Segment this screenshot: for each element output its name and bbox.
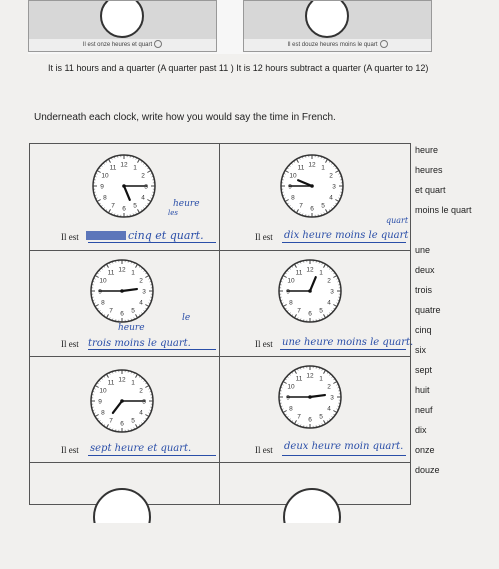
handwritten-correction: heure [118, 323, 145, 333]
clock-number: 12 [120, 162, 128, 169]
clock-number: 9 [100, 184, 104, 191]
clock-number: 10 [101, 173, 109, 180]
clock-cell [30, 357, 219, 463]
il-est-label: Il est [255, 232, 273, 242]
clock-number: 12 [306, 267, 314, 274]
answer-line [88, 349, 216, 350]
clock-number: 10 [287, 278, 295, 285]
clock-number: 2 [327, 278, 331, 285]
clock-number: 6 [308, 311, 312, 318]
translation-note: It is 11 hours and a quarter (A quarter past 11 ) It is 12 hours subtract a quarter (A quarter to 12) [48, 63, 428, 73]
answer-line [282, 242, 406, 243]
clock-number: 5 [319, 414, 323, 421]
clock-number: 1 [321, 164, 325, 171]
clock-number: 1 [319, 269, 323, 276]
clock-number: 9 [98, 399, 102, 406]
clock-number: 3 [332, 184, 336, 191]
clock-icon [90, 152, 158, 220]
radio-icon[interactable] [154, 40, 162, 48]
clock-number: 6 [120, 421, 124, 428]
clock-cell [30, 144, 219, 250]
clock-number: 12 [308, 162, 316, 169]
clock-cell [220, 144, 409, 250]
clock-icon [92, 483, 152, 523]
clock-number: 4 [139, 410, 143, 417]
clock-number: 12 [118, 377, 126, 384]
clock-number: 7 [299, 203, 303, 210]
clock-number: 7 [109, 418, 113, 425]
vocab-item: onze [415, 445, 435, 455]
clock-number: 9 [286, 395, 290, 402]
clock-number: 5 [131, 308, 135, 315]
clock-number: 6 [308, 417, 312, 424]
clock-number: 11 [108, 379, 115, 386]
clock-number: 11 [110, 164, 117, 171]
clock-icon [276, 363, 344, 431]
clock-number: 1 [133, 164, 137, 171]
radio-icon[interactable] [380, 40, 388, 48]
caption-text: Il est douze heures moins le quart [287, 42, 377, 48]
clock-number: 8 [291, 195, 295, 202]
banner-caption-right [244, 39, 431, 51]
clock-number: 3 [142, 289, 146, 296]
clock-number: 1 [319, 375, 323, 382]
vocab-item: heures [415, 165, 443, 175]
clock-number: 10 [99, 388, 107, 395]
clock-number: 2 [141, 173, 145, 180]
clock-number: 7 [297, 308, 301, 315]
clock-number: 6 [122, 206, 126, 213]
handwritten-answer[interactable]: deux heure moin quart. [284, 441, 403, 452]
clock-number: 8 [101, 300, 105, 307]
clock-number: 5 [319, 308, 323, 315]
vocab-item: huit [415, 385, 430, 395]
clock-number: 5 [133, 203, 137, 210]
vocab-item: moins le quart [415, 205, 472, 215]
handwritten-answer[interactable]: trois moins le quart. [88, 338, 191, 349]
il-est-label: Il est [255, 445, 273, 455]
caption-text: Il est onze heures et quart [83, 42, 152, 48]
answer-line [280, 349, 406, 350]
handwritten-answer[interactable]: une heure moins le quart. [282, 337, 413, 348]
vocab-item: dix [415, 425, 427, 435]
clock-icon [282, 483, 342, 523]
clock-number: 8 [289, 300, 293, 307]
clock-number: 10 [287, 384, 295, 391]
handwritten-correction: quart [386, 216, 408, 225]
il-est-label: Il est [61, 445, 79, 455]
vocab-item: douze [415, 465, 440, 475]
clock-icon [99, 0, 145, 39]
scribble-mark [86, 231, 126, 240]
clock-icon [276, 257, 344, 325]
clock-number: 9 [98, 289, 102, 296]
clock-number: 7 [297, 414, 301, 421]
vocab-item: cinq [415, 325, 432, 335]
vocab-item: quatre [415, 305, 441, 315]
clock-number: 8 [289, 406, 293, 413]
clock-icon [88, 367, 156, 435]
clock-number: 3 [330, 289, 334, 296]
clock-number: 4 [141, 195, 145, 202]
clock-number: 12 [306, 373, 314, 380]
vocab-item: heure [415, 145, 438, 155]
clock-number: 7 [111, 203, 115, 210]
clock-number: 9 [286, 289, 290, 296]
clock-number: 12 [118, 267, 126, 274]
clock-number: 11 [108, 269, 115, 276]
answer-line [88, 242, 216, 243]
banner-panel-right [243, 0, 432, 52]
answer-line [88, 455, 216, 456]
il-est-label: Il est [61, 232, 79, 242]
clock-number: 9 [288, 184, 292, 191]
vocab-item: trois [415, 285, 432, 295]
vocab-item: et quart [415, 185, 446, 195]
clock-number: 4 [139, 300, 143, 307]
clock-number: 8 [103, 195, 107, 202]
clock-number: 5 [321, 203, 325, 210]
clock-number: 11 [296, 375, 303, 382]
clock-number: 3 [142, 399, 146, 406]
clock-icon [278, 152, 346, 220]
clock-cell [220, 357, 409, 463]
clock-number: 10 [99, 278, 107, 285]
clock-number: 10 [289, 173, 297, 180]
clock-number: 4 [327, 300, 331, 307]
top-banner [28, 0, 430, 54]
clock-number: 3 [330, 395, 334, 402]
clock-number: 2 [329, 173, 333, 180]
clock-number: 2 [139, 278, 143, 285]
clock-number: 11 [298, 164, 305, 171]
il-est-label: Il est [61, 339, 79, 349]
clock-number: 7 [109, 308, 113, 315]
handwritten-correction: le [182, 313, 190, 323]
handwritten-correction: heure [173, 199, 200, 209]
vocab-item: une [415, 245, 430, 255]
vocab-item: neuf [415, 405, 433, 415]
clock-cell [30, 251, 219, 357]
banner-caption-left [29, 39, 216, 51]
clock-number: 1 [131, 379, 135, 386]
handwritten-answer[interactable]: dix heure moins le quart [284, 230, 408, 241]
handwritten-answer[interactable]: sept heure et quart. [90, 443, 191, 454]
instruction-text: Underneath each clock, write how you would say the time in French. [34, 112, 336, 123]
clock-number: 6 [310, 206, 314, 213]
clock-number: 6 [120, 311, 124, 318]
clock-cell [220, 251, 409, 357]
clock-cell [220, 463, 409, 569]
clock-number: 2 [139, 388, 143, 395]
answer-line [282, 455, 406, 456]
handwritten-correction: les [168, 209, 178, 217]
clock-number: 4 [329, 195, 333, 202]
clock-number: 5 [131, 418, 135, 425]
vocab-item: sept [415, 365, 432, 375]
clock-cell [30, 463, 219, 569]
il-est-label: Il est [255, 339, 273, 349]
clock-number: 1 [131, 269, 135, 276]
clock-icon [304, 0, 350, 39]
clock-number: 3 [144, 184, 148, 191]
vocab-item: six [415, 345, 426, 355]
clock-number: 4 [327, 406, 331, 413]
clock-number: 11 [296, 269, 303, 276]
clock-icon [88, 257, 156, 325]
vocab-item: deux [415, 265, 435, 275]
handwritten-answer[interactable]: cinq et quart. [128, 229, 204, 242]
clock-number: 8 [101, 410, 105, 417]
banner-panel-left [28, 0, 217, 52]
clock-number: 2 [327, 384, 331, 391]
clock-grid [29, 143, 411, 505]
